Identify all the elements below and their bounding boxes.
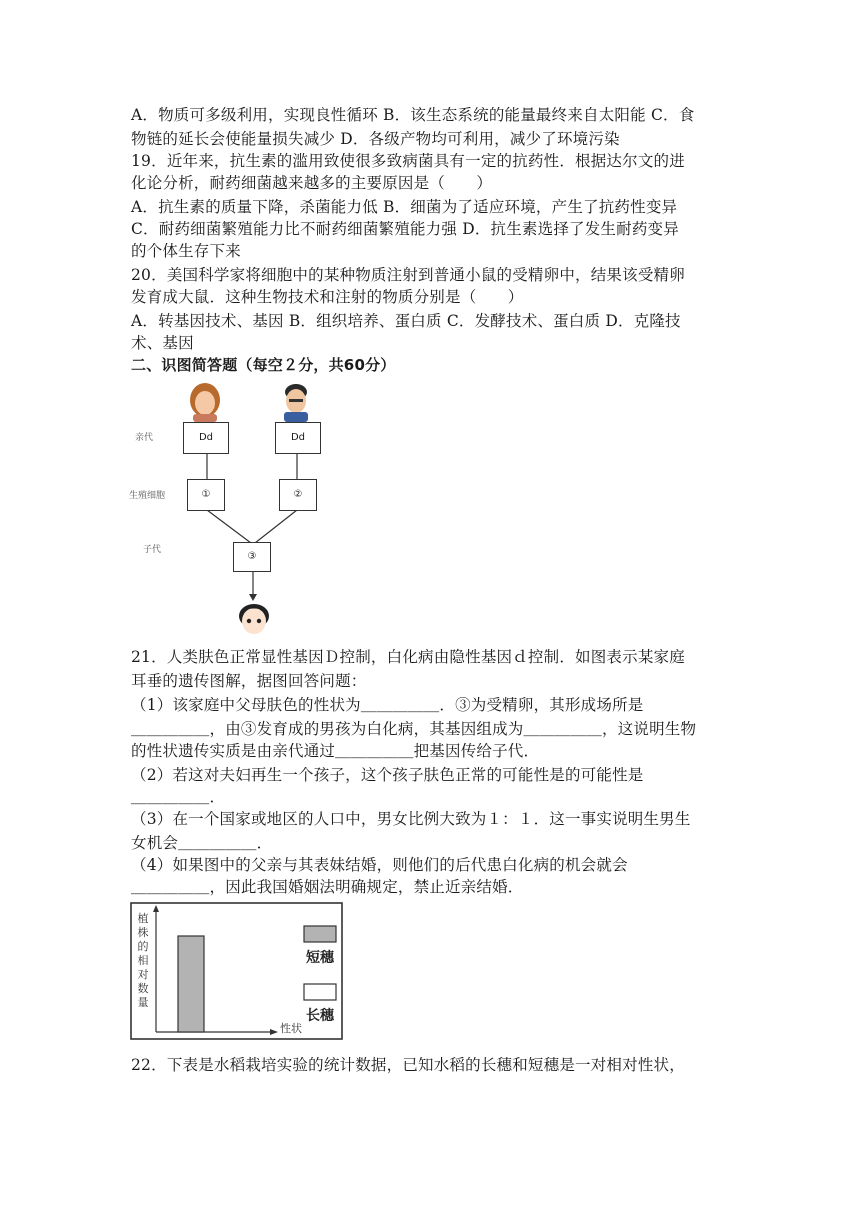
question-21-line: 21．人类肤色正常显性基因Ｄ控制，白化病由隐性基因ｄ控制．如图表示某家庭	[131, 648, 685, 666]
y-axis-label-char: 量	[137, 996, 149, 1009]
text-line: 物链的延长会使能量损失减少 D．各级产物均可利用，减少了环境污染	[131, 130, 620, 148]
legend-label: 短穗	[306, 950, 334, 966]
bar-短穗	[178, 936, 204, 1032]
y-axis-label-char: 数	[137, 982, 149, 995]
text-line: （1）该家庭中父母肤色的性状为＿＿＿＿＿．③为受精卵，其形成场所是	[131, 696, 644, 714]
pedigree-diagram	[125, 378, 345, 640]
text-line: ＿＿＿＿＿．	[131, 788, 226, 806]
text-line: 发育成大鼠．这种生物技术和注射的物质分别是（ ）	[131, 288, 524, 306]
question-19-line: 19．近年来，抗生素的滥用致使很多致病菌具有一定的抗药性．根据达尔文的进	[131, 152, 685, 170]
text-line: 的性状遗传实质是由亲代通过＿＿＿＿＿把基因传给子代．	[131, 742, 540, 760]
text-line: ＿＿＿＿＿，由③发育成的男孩为白化病，其基因组成为＿＿＿＿＿，这说明生物	[131, 720, 697, 738]
y-axis-label-char: 对	[137, 968, 149, 981]
section-heading: 二、识图简答题（每空２分，共60分）	[131, 356, 396, 374]
text-line: （2）若这对夫妇再生一个孩子，这个孩子肤色正常的可能性是的可能性是	[131, 766, 644, 784]
question-22-line: 22．下表是水稻栽培实验的统计数据，已知水稻的长穗和短穗是一对相对性状，	[131, 1056, 685, 1074]
father-genotype-box: Dd	[275, 422, 321, 454]
option-line: C．耐药细菌繁殖能力比不耐药细菌繁殖能力强 D．抗生素选择了发生耐药变异	[131, 220, 679, 238]
option-line: 的个体生存下来	[131, 242, 241, 260]
father-avatar-icon	[284, 384, 308, 422]
y-axis-label-char: 的	[137, 940, 149, 953]
text-line: 女机会＿＿＿＿＿．	[131, 834, 273, 852]
row-label-gametes: 生殖细胞	[129, 491, 166, 501]
mother-avatar-icon	[190, 383, 220, 422]
option-line: 术、基因	[131, 334, 194, 352]
row-label-parents: 亲代	[135, 433, 154, 443]
question-20-line: 20．美国科学家将细胞中的某种物质注射到普通小鼠的受精卵中，结果该受精卵	[131, 266, 685, 284]
legend-swatch	[304, 984, 336, 1000]
option-line: A．抗生素的质量下降，杀菌能力低 B．细菌为了适应环境，产生了抗药性变异	[131, 198, 678, 216]
text-line: 化论分析，耐药细菌越来越多的主要原因是（ ）	[131, 174, 493, 192]
zygote-box: ③	[233, 542, 271, 572]
text-line: ＿＿＿＿＿，因此我国婚姻法明确规定，禁止近亲结婚．	[131, 878, 524, 896]
gamete-1-box: ①	[187, 479, 225, 511]
child-avatar-icon	[239, 604, 269, 634]
y-axis-label-char: 植	[137, 912, 149, 925]
y-axis-label-char: 株	[137, 926, 149, 939]
mother-genotype-box: Dd	[183, 422, 229, 454]
legend-swatch	[304, 926, 336, 942]
x-axis-label: 性状	[280, 1022, 302, 1035]
text-line: A．物质可多级利用，实现良性循环 B．该生态系统的能量最终来自太阳能 C．食	[131, 106, 695, 124]
y-axis-label	[138, 911, 149, 1009]
y-axis-label-char: 相	[137, 954, 149, 967]
text-line: （4）如果图中的父亲与其表妹结婚，则他们的后代患白化病的机会就会	[131, 856, 628, 874]
row-label-offspring: 子代	[143, 545, 162, 555]
bars-group	[178, 936, 204, 1032]
text-line: （3）在一个国家或地区的人口中，男女比例大致为１：１．这一事实说明生男生	[131, 810, 691, 828]
text-line: 耳垂的遗传图解，据图回答问题：	[131, 672, 367, 690]
gamete-2-box: ②	[279, 479, 317, 511]
legend-label: 长穗	[306, 1008, 334, 1024]
rice-trait-bar-chart	[130, 902, 344, 1042]
option-line: A．转基因技术、基因 B．组织培养、蛋白质 C．发酵技术、蛋白质 D．克隆技	[131, 312, 681, 330]
